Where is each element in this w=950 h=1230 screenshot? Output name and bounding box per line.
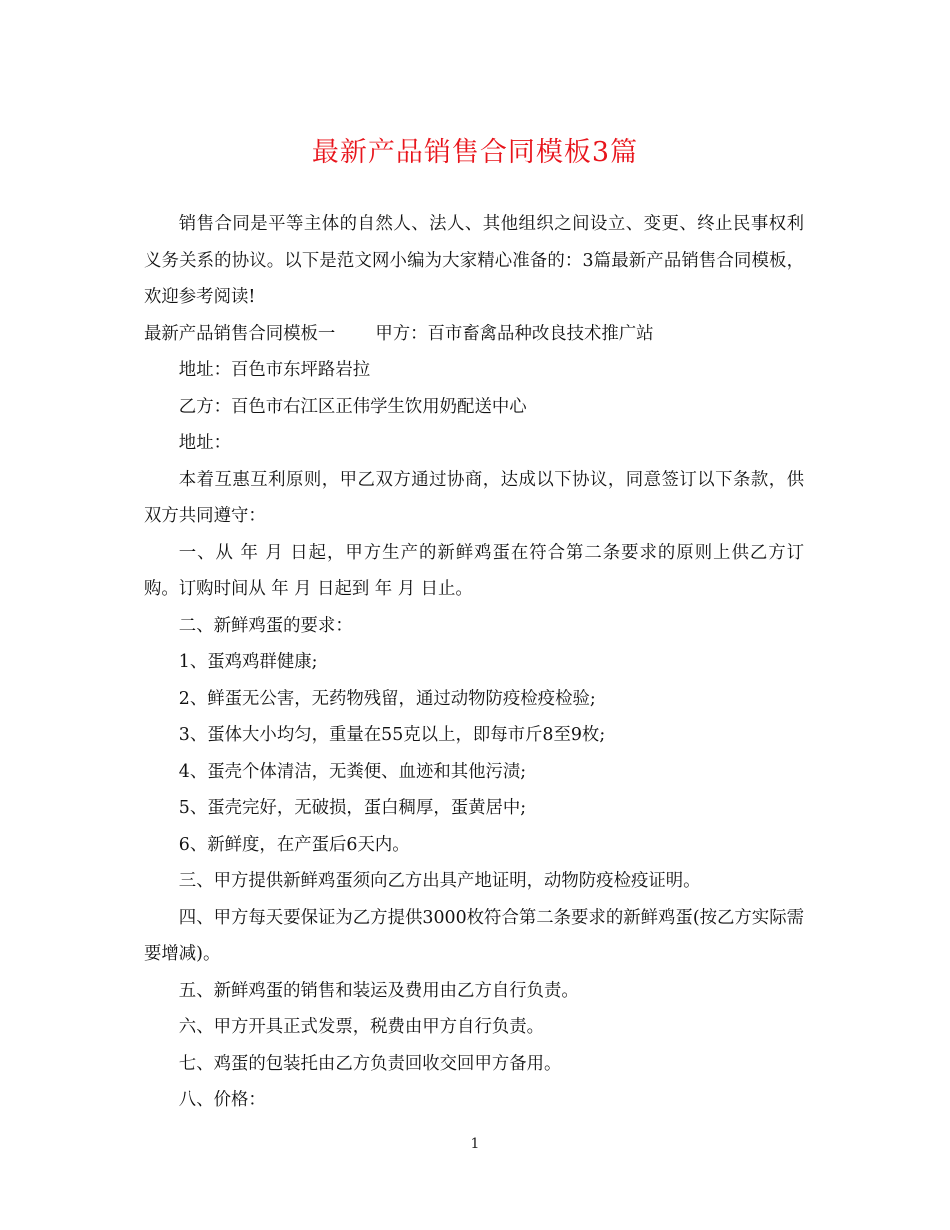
section-heading: 最新产品销售合同模板一 (144, 323, 336, 344)
address-a: 地址：百色市东坪路岩拉 (178, 360, 371, 380)
page-number: 1 (470, 1136, 480, 1152)
clause-2-item-4: 4、蛋壳个体清洁，无粪便、血迹和其他污渍; (178, 761, 527, 782)
clause-2-item-1: 1、蛋鸡鸡群健康; (178, 652, 318, 672)
party-a: 甲方：百市畜禽品种改良技术推广站 (375, 323, 654, 344)
clause-2-item-2: 2、鲜蛋无公害，无药物残留，通过动物防疫检疫检验; (178, 688, 596, 709)
party-b: 乙方：百色市右江区正伟学生饮用奶配送中心 (178, 396, 527, 417)
clause-8: 八、价格： (178, 1090, 266, 1110)
intro-paragraph: 销售合同是平等主体的自然人、法人、其他组织之间设立、变更、终止民事权利义务关系的协议。以下是范文网小编为大家精心准备的：3篇最新产品销售合同模板，欢迎参考阅读! (144, 214, 804, 307)
clause-3: 三、甲方提供新鲜鸡蛋须向乙方出具产地证明，动物防疫检疫证明。 (178, 871, 701, 891)
clause-4: 四、甲方每天要保证为乙方提供3000枚符合第二条要求的新鲜鸡蛋(按乙方实际需要增减)。 (144, 907, 804, 964)
document-title: 最新产品销售合同模板3篇 (311, 137, 639, 168)
clause-2-item-6: 6、新鲜度，在产蛋后6天内。 (178, 834, 410, 855)
clause-5: 五、新鲜鸡蛋的销售和装运及费用由乙方自行负责。 (178, 980, 579, 1001)
clause-2: 二、新鲜鸡蛋的要求： (178, 615, 353, 636)
document-body (144, 206, 804, 1119)
preamble-paragraph: 本着互惠互利原则，甲乙双方通过协商，达成以下协议，同意签订以下条款，供双方共同遵守： (144, 469, 804, 526)
clause-2-item-5: 5、蛋壳完好，无破损，蛋白稠厚，蛋黄居中; (178, 798, 527, 818)
address-b: 地址： (178, 433, 231, 453)
clause-6: 六、甲方开具正式发票，税费由甲方自行负责。 (178, 1017, 545, 1037)
clause-1: 一、从 年 月 日起，甲方生产的新鲜鸡蛋在符合第二条要求的原则上供乙方订购。订购时间从 年 月 日起到 年 月 日止。 (144, 542, 804, 599)
clause-2-item-3: 3、蛋体大小均匀，重量在55克以上，即每市斤8至9枚; (178, 725, 606, 745)
section-heading-line (144, 316, 804, 353)
clause-7: 七、鸡蛋的包装托由乙方负责回收交回甲方备用。 (178, 1053, 562, 1074)
